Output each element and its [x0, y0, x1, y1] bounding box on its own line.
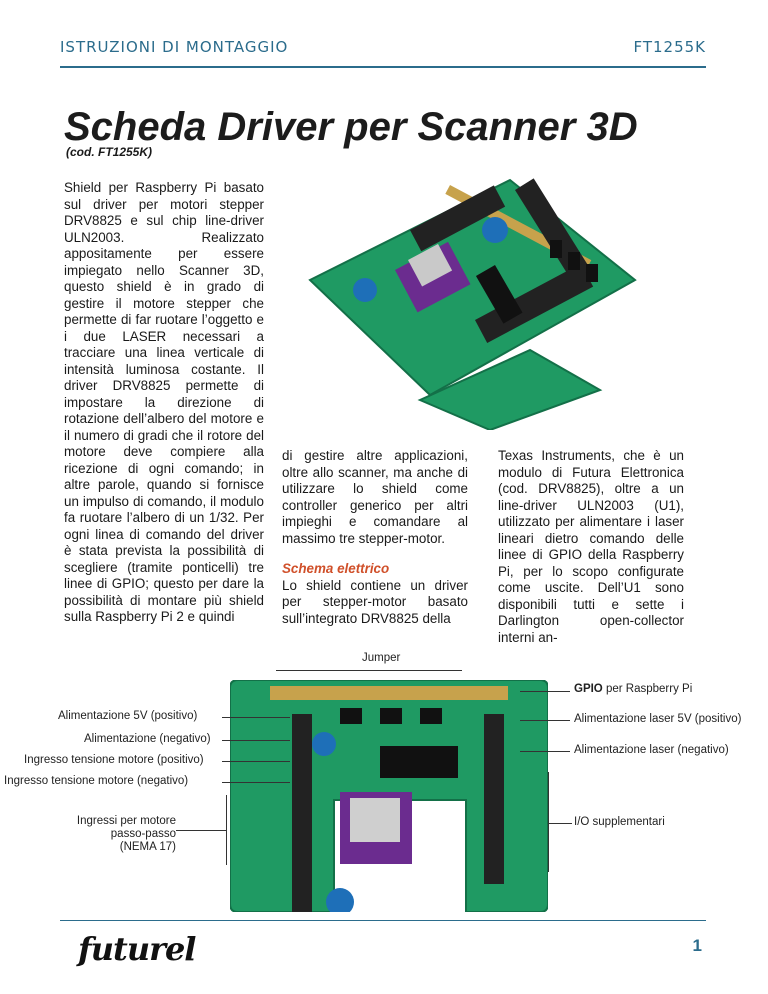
leader-laser-neg: [520, 751, 570, 752]
header-section-title: ISTRUZIONI DI MONTAGGIO: [60, 38, 289, 56]
footer-divider: [60, 920, 706, 921]
label-gpio-bold: GPIO: [574, 683, 603, 695]
board-photo: [300, 160, 640, 430]
label-alim-neg: Alimentazione (negativo): [84, 733, 211, 745]
leader-stepper: [176, 830, 226, 831]
label-gpio: [574, 683, 692, 695]
body-column-2-text: di gestire altre applicazioni, oltre allo scanner, ma anche di utilizzare lo shield come controller generico per altri impieghi e comandare al massimo tre stepper-motor.: [282, 448, 468, 546]
label-motor-pos: Ingresso tensione motore (positivo): [24, 754, 204, 766]
label-laser-neg: Alimentazione laser (negativo): [574, 744, 729, 756]
page-number: 1: [692, 936, 702, 955]
brand-logo: futurel: [78, 930, 196, 968]
label-io: I/O supplementari: [574, 816, 665, 828]
page-title: Scheda Driver per Scanner 3D: [64, 105, 638, 149]
body-column-2: [282, 448, 468, 627]
label-laser-pos: Alimentazione laser 5V (positivo): [574, 713, 742, 725]
leader-motor-pos: [222, 761, 290, 762]
leader-alim-neg: [222, 740, 290, 741]
body-column-1: Shield per Raspberry Pi basato sul driver per motori stepper DRV8825 e sul chip line-driver ULN2003. Realizzato appositamente per essere impiegato nello Scanner 3D, questo shield è in grado di gestire il motore stepper che permette di far ruotare l’oggetto e i due LASER necessari a tracciare una linea verticale di intensità luminosa costante. Il driver DRV8825 permette di impostare la direzione di rotazione dell’albero del motore e il numero di gradi che il rotore del motore deve compiere alla ricezione di ogni comando; in altre parole, quando si fornisce un impulso di comando, il modulo fa ruotare l’albero di un 1/32. Per ogni linea di comando del driver è stata prevista la possibilità di scegliere (tramite ponticelli) tre linee di GPIO; questo per dare la possibilità di montare più shield sulla Raspberry Pi 2 e quindi: [64, 180, 264, 624]
leader-gpio: [520, 691, 570, 692]
header-product-code: FT1255K: [633, 38, 706, 56]
label-motor-neg: Ingresso tensione motore (negativo): [4, 775, 189, 787]
leader-laser-pos: [520, 720, 570, 721]
body-column-3: Texas Instruments, che è un modulo di Futura Elettronica (cod. DRV8825), oltre a un line-driver ULN2003 (U1), utilizzato per alimentare i laser lineari dietro comando delle linee di GPIO della Raspberry Pi, per lo scopo configurate come uscite. Dell’U1 sono disponibili tutti e sette i Darlington open-collector interni an-: [498, 448, 684, 645]
label-alim-5v: Alimentazione 5V (positivo): [58, 710, 198, 722]
leader-alim-5v: [222, 717, 290, 718]
body-column-2-text-b: Lo shield contiene un driver per stepper-motor basato sull’integrato DRV8825 della: [282, 577, 468, 626]
leader-motor-neg: [222, 782, 290, 783]
label-gpio-rest: per Raspberry Pi: [602, 683, 693, 695]
board-diagram: [230, 680, 548, 912]
header-divider: [60, 66, 706, 68]
leader-stepper-bracket: [226, 795, 227, 865]
label-jumper: Jumper: [362, 652, 401, 664]
leader-jumper: [276, 670, 462, 671]
product-code-subtitle: (cod. FT1255K): [66, 145, 153, 159]
label-stepper-inputs: Ingressi per motore passo-passo (NEMA 17): [76, 815, 176, 853]
section-heading-schema: Schema elettrico: [282, 561, 390, 576]
leader-io-bracket: [548, 772, 549, 872]
leader-io: [548, 823, 572, 824]
